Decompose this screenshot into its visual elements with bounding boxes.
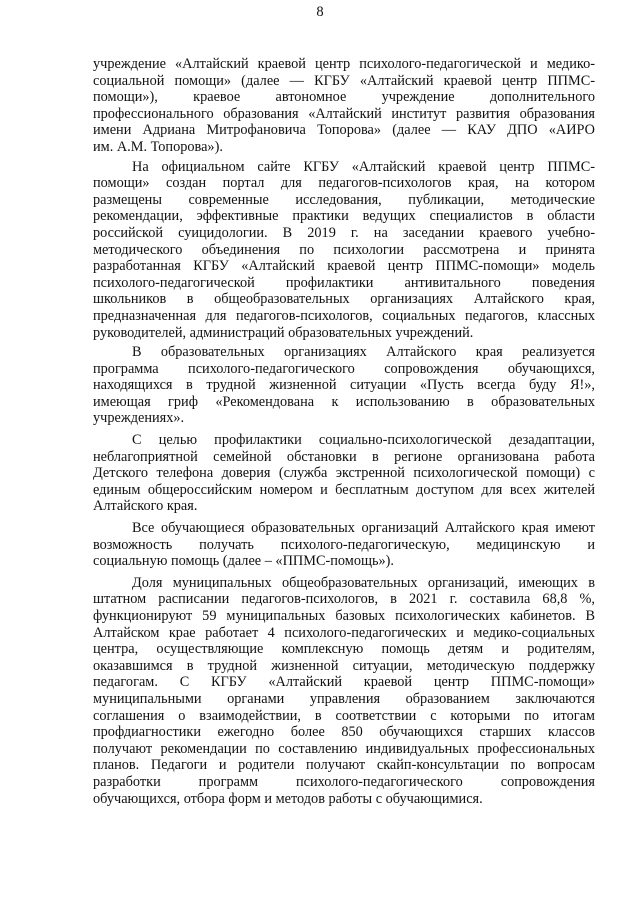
text-line: психолого-педагогической профилактики антивитального поведения xyxy=(93,274,595,291)
paragraph xyxy=(93,344,595,427)
text-line: штатном расписании педагогов-психологов, в 2021 г. составила 68,8 %, xyxy=(93,591,595,608)
text-line: российской суицидологии. В 2019 г. на заседании краевого учебно- xyxy=(93,224,595,241)
text-line: профессионального образования «Алтайский институт развития образования xyxy=(93,105,595,122)
text-line: социальную помощь (далее – «ППМС-помощь»). xyxy=(93,553,394,570)
text-line: разработанная КГБУ «Алтайский краевой центр ППМС-помощи» модель xyxy=(93,258,595,275)
text-line: муниципальными органами управления образованием заключаются xyxy=(93,690,595,707)
text-line: находящихся в трудной жизненной ситуации «Пусть всегда буду Я!», xyxy=(93,377,595,394)
text-line: Алтайском крае работает 4 психолого-педагогических и медико-социальных xyxy=(93,624,595,641)
paragraph xyxy=(93,159,595,342)
text-line: разработки программ психолого-педагогического сопровождения xyxy=(93,773,595,790)
text-line: оказавшимся в трудной жизненной ситуации, методическую поддержку xyxy=(93,657,595,674)
text-line: неблагоприятной семейной обстановки в регионе организована работа xyxy=(93,448,595,465)
text-line: планов. Педагоги и родители получают скайп-консультации по вопросам xyxy=(93,757,595,774)
text-line: Все обучающиеся образовательных организаций Алтайского края имеют xyxy=(132,520,595,537)
text-line: помощи»), краевое автономное учреждение дополнительного xyxy=(93,89,595,106)
text-line: программа психолого-педагогического сопровождения обучающихся, xyxy=(93,360,595,377)
text-line: размещены современные исследования, публикации, методические xyxy=(93,191,595,208)
text-line: функционируют 59 муниципальных базовых психологических кабинетов. В xyxy=(93,608,595,624)
text-line: руководителей, администраций образовательных учреждений. xyxy=(93,324,474,341)
text-line: соглашения о взаимодействии, в соответствии с которыми по итогам xyxy=(93,707,595,724)
text-line: педагогам. С КГБУ «Алтайский краевой центр ППМС-помощи» xyxy=(93,674,595,691)
text-line: В образовательных организациях Алтайского края реализуется xyxy=(132,344,595,361)
paragraph xyxy=(93,432,595,515)
document-body xyxy=(93,56,595,807)
text-line: Детского телефона доверия (служба экстренной психологической помощи) с xyxy=(93,465,595,482)
paragraph xyxy=(93,56,595,156)
page-number: 8 xyxy=(316,4,324,20)
text-line: имени Адриана Митрофановича Топорова» (далее — КАУ ДПО «АИРО xyxy=(93,122,595,139)
text-line: имеющая гриф «Рекомендована к использованию в образовательных xyxy=(93,393,595,410)
text-line: социальной помощи» (далее — КГБУ «Алтайский краевой центр ППМС- xyxy=(93,72,595,89)
text-line: получают рекомендации по составлению индивидуальных профессиональных xyxy=(93,740,595,757)
text-line: методического объединения по психологии рассмотрена и принята xyxy=(93,241,595,258)
text-line: На официальном сайте КГБУ «Алтайский краевой центр ППМС- xyxy=(132,158,595,175)
text-line: Доля муниципальных общеобразовательных организаций, имеющих в xyxy=(132,574,595,591)
text-line: возможность получать психолого-педагогическую, медицинскую и xyxy=(93,536,595,553)
text-line: помощи» создан портал для педагогов-психологов края, на котором xyxy=(93,175,595,192)
text-line: предназначенная для педагогов-психологов, социальных педагогов, классных xyxy=(93,307,595,324)
text-line: единым общероссийским номером и бесплатным доступом для всех жителей xyxy=(93,481,595,498)
text-line: учреждение «Алтайский краевой центр психолого-педагогической и медико- xyxy=(93,56,595,72)
text-line: им. А.М. Топорова»). xyxy=(93,138,223,155)
text-line: С целью профилактики социально-психологической дезадаптации, xyxy=(132,432,595,449)
text-line: рекомендации, эффективные практики ведущих специалистов в области xyxy=(93,208,595,225)
text-line: учреждениях». xyxy=(93,410,185,427)
text-line: профдиагностики ежегодно более 850 обучающихся старших классов xyxy=(93,724,595,741)
text-line: Алтайского края. xyxy=(93,498,198,515)
text-line: центра, осуществляющие комплексную помощь детям и родителям, xyxy=(93,641,595,658)
text-line: школьников в общеобразовательных организациях Алтайского края, xyxy=(93,291,595,308)
paragraph xyxy=(93,520,595,570)
text-line: обучающихся, отбора форм и методов работы с обучающимися. xyxy=(93,790,483,807)
paragraph xyxy=(93,575,595,807)
